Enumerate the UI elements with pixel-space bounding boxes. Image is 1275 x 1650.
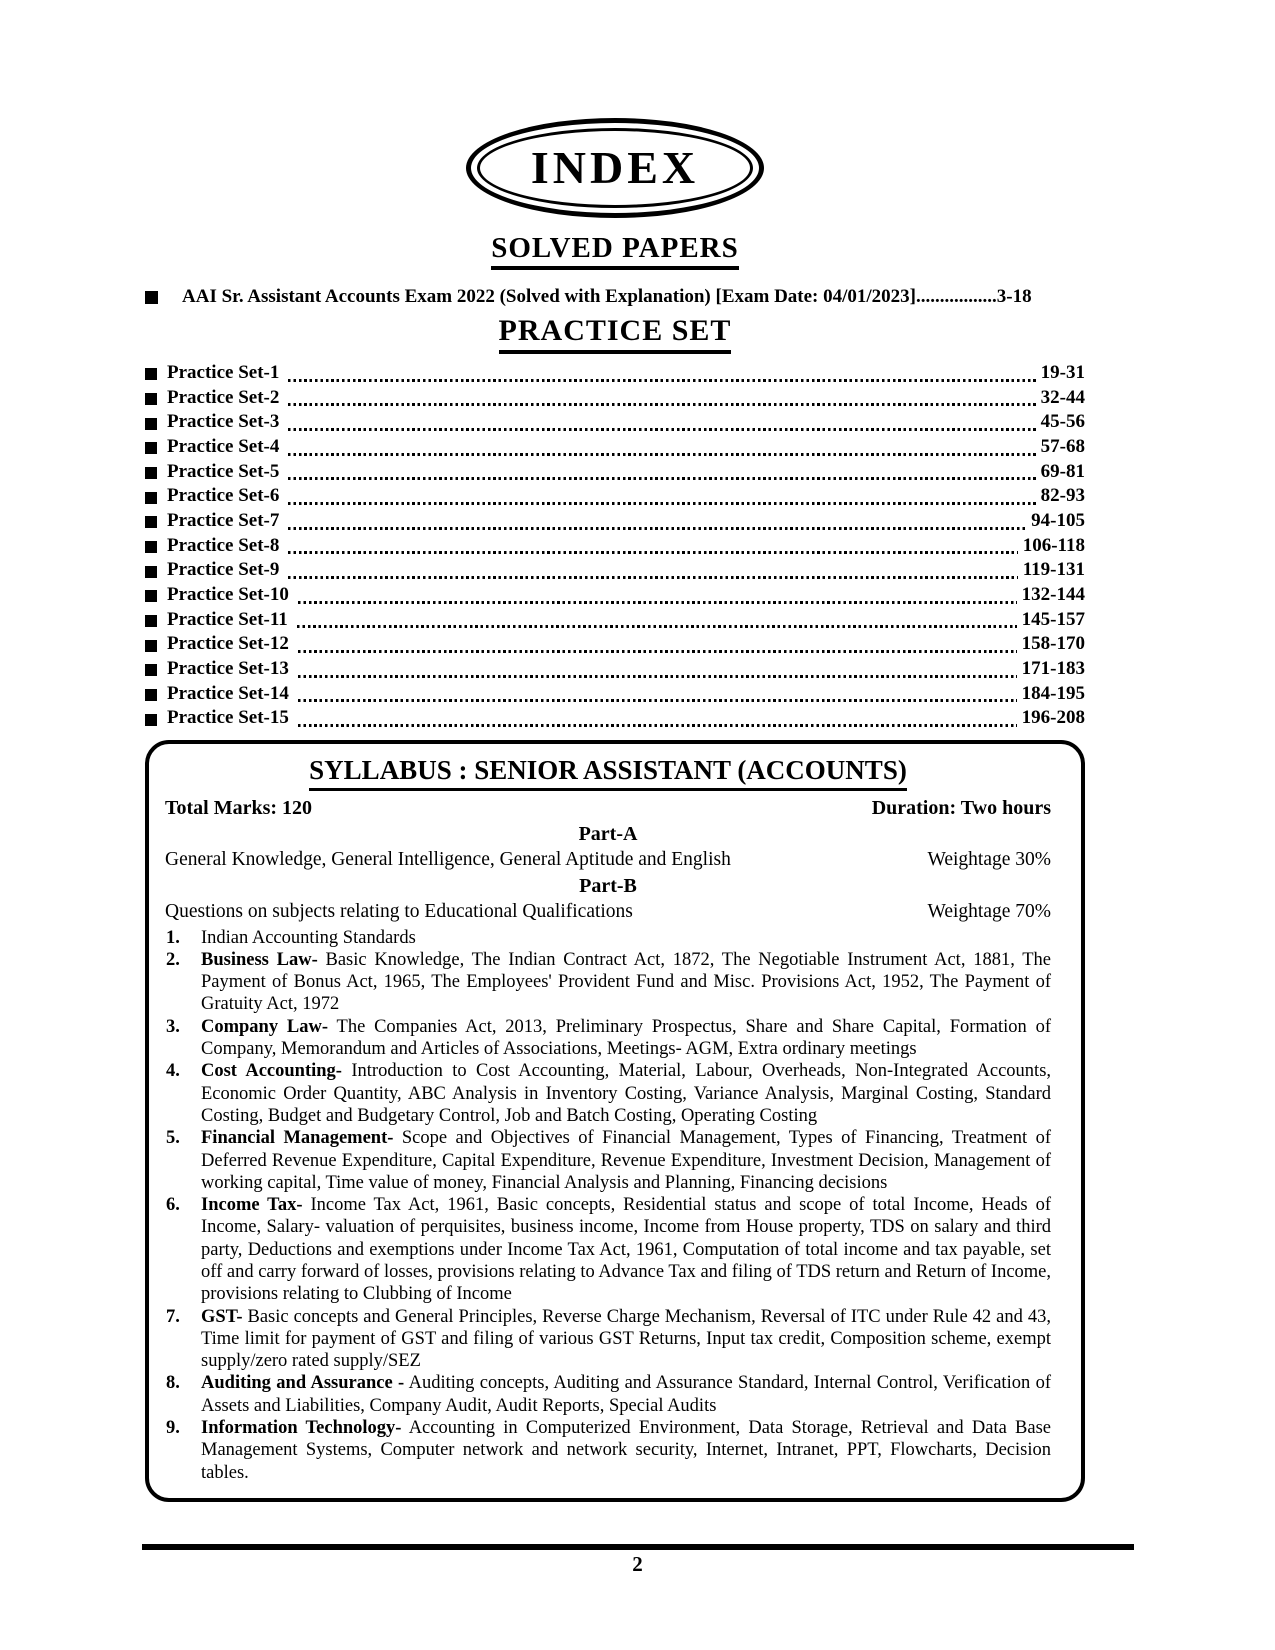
square-bullet-icon <box>145 714 157 726</box>
toc-item-pages: 158-170 <box>1021 633 1085 655</box>
index-oval-badge <box>466 118 764 218</box>
part-b-text: Questions on subjects relating to Educational Qualifications <box>165 900 633 922</box>
toc-item-label: Practice Set-3 <box>167 411 280 433</box>
topic-body: Basic Knowledge, The Indian Contract Act, 1872, The Negotiable Instrument Act, 1881, The Payment of Bonus Act, 1965, The Employees' Provident Fund and Misc. Provisions Act, 1952, The Payment of Gratuity Act, 1972 <box>201 949 1052 1015</box>
part-a-heading: Part-A <box>578 822 638 845</box>
toc-item-pages: 119-131 <box>1022 559 1085 581</box>
part-b-heading: Part-B <box>579 874 637 897</box>
square-bullet-icon <box>145 640 157 652</box>
toc-item <box>145 683 1085 708</box>
toc-item-pages: 196-208 <box>1021 707 1085 729</box>
syllabus-heading-text: SYLLABUS : SENIOR ASSISTANT (ACCOUNTS) <box>309 754 907 790</box>
topic-body: Income Tax Act, 1961, Basic concepts, Residential status and scope of total Income, Heads of Income, Salary- valuation of perquisites, business income, Income from House property, TDS on salary and third party, Deductions and exemptions under Income Tax Act, 1961, Computation of total income and tax payable, set off and carry forward of losses, provisions relating to Advance Tax and filing of TDS return and Return of Income, provisions relating to Clubbing of Income <box>201 1195 1052 1305</box>
toc-item-label: Practice Set-15 <box>167 707 289 729</box>
toc-item <box>145 436 1085 461</box>
toc-item <box>145 510 1085 535</box>
toc-item <box>145 362 1085 387</box>
syllabus-topics-list <box>165 927 1051 1484</box>
part-a-weightage: Weightage 30% <box>927 848 1051 870</box>
syllabus-topic <box>165 949 1051 1016</box>
dotted-leader <box>298 601 1017 604</box>
square-bullet-icon <box>145 492 157 504</box>
topic-title: GST- <box>201 1306 243 1327</box>
topic-body: Indian Accounting Standards <box>201 927 416 948</box>
syllabus-meta-row <box>165 795 1051 821</box>
toc-item <box>145 387 1085 412</box>
part-b-row <box>165 899 1051 925</box>
solved-papers-heading-text: SOLVED PAPERS <box>491 232 738 270</box>
toc-item <box>145 485 1085 510</box>
topic-title: Information Technology- <box>201 1418 402 1439</box>
toc-item-label: Practice Set-14 <box>167 682 289 704</box>
square-bullet-icon <box>145 467 157 479</box>
index-badge-text: INDEX <box>530 142 700 193</box>
square-bullet-icon <box>145 566 157 578</box>
toc-item-pages: 184-195 <box>1021 682 1085 704</box>
topic-title: Cost Accounting- <box>201 1061 342 1082</box>
dotted-leader <box>288 403 1035 406</box>
square-bullet-icon <box>145 516 157 528</box>
topic-number: 4. <box>166 1061 180 1082</box>
topic-number: 9. <box>166 1418 180 1439</box>
dotted-leader <box>288 428 1035 431</box>
square-bullet-icon <box>145 615 157 627</box>
syllabus-heading <box>165 754 1051 790</box>
square-bullet-icon <box>145 590 157 602</box>
toc-item <box>145 584 1085 609</box>
toc-item-pages: 82-93 <box>1040 485 1085 507</box>
syllabus-topic <box>165 927 1051 949</box>
toc-item <box>145 535 1085 560</box>
toc-item-label: Practice Set-7 <box>167 509 280 531</box>
toc-item-pages: 145-157 <box>1021 608 1085 630</box>
toc-item-label: Practice Set-8 <box>167 534 280 556</box>
topic-body: The Companies Act, 2013, Preliminary Prospectus, Share and Share Capital, Formation of Company, Memorandum and Articles of Associations, Meetings- AGM, Extra ordinary meetings <box>201 1016 1051 1060</box>
dotted-leader <box>298 699 1017 702</box>
toc-item <box>145 411 1085 436</box>
solved-papers-entry-leader: ................. <box>916 286 997 308</box>
topic-body: Auditing concepts, Auditing and Assurance Standard, Internal Control, Verification of Assets and Liabilities, Company Audit, Audit Reports, Special Audits <box>201 1373 1051 1416</box>
toc-item-label: Practice Set-11 <box>167 608 288 630</box>
toc-item-pages: 45-56 <box>1040 411 1085 433</box>
toc-item-label: Practice Set-4 <box>167 435 280 457</box>
footer-rule <box>142 1544 1134 1550</box>
topic-number: 5. <box>166 1128 180 1149</box>
solved-papers-heading <box>145 232 1085 270</box>
toc-item-label: Practice Set-12 <box>167 633 289 655</box>
toc-item-pages: 32-44 <box>1040 386 1085 408</box>
toc-item <box>145 633 1085 658</box>
topic-body: Accounting in Computerized Environment, Data Storage, Retrieval and Data Base Management Systems, Computer network and network security, Internet, Intranet, PPT, Flowcharts, Decision tables. <box>201 1418 1052 1483</box>
dotted-leader <box>288 527 1026 530</box>
topic-title: Income Tax- <box>201 1195 303 1216</box>
toc-item-label: Practice Set-10 <box>167 584 289 606</box>
toc-item-pages: 94-105 <box>1031 509 1085 531</box>
total-marks-label: Total Marks: 120 <box>165 796 313 819</box>
topic-number: 7. <box>166 1306 180 1327</box>
topic-title: Financial Management- <box>201 1128 394 1149</box>
dotted-leader <box>288 453 1035 456</box>
part-a-row <box>165 847 1051 873</box>
syllabus-topic <box>165 1417 1051 1484</box>
syllabus-topic <box>165 1194 1051 1305</box>
square-bullet-icon <box>145 689 157 701</box>
topic-title: Company Law- <box>201 1016 329 1037</box>
toc-item-label: Practice Set-9 <box>167 559 280 581</box>
toc-item-pages: 69-81 <box>1040 460 1085 482</box>
practice-set-heading-text: PRACTICE SET <box>499 314 732 354</box>
toc-item-label: Practice Set-6 <box>167 485 280 507</box>
dotted-leader <box>297 625 1017 628</box>
topic-number: 6. <box>166 1195 180 1216</box>
solved-papers-entry-pages: 3-18 <box>996 286 1032 308</box>
square-bullet-icon <box>145 664 157 676</box>
topic-number: 8. <box>166 1373 180 1394</box>
dotted-leader <box>298 724 1017 727</box>
syllabus-topic <box>165 1060 1051 1127</box>
topic-title: Business Law- <box>201 949 318 970</box>
toc-item <box>145 461 1085 486</box>
index-oval-inner-ring <box>477 128 753 208</box>
topic-number: 2. <box>166 949 180 970</box>
topic-body: Scope and Objectives of Financial Management, Types of Financing, Treatment of Deferred Revenue Expenditure, Capital Expenditure, Revenue Expenditure, Investment Decision, Management of working capital, Time value of money, Financial Analysis and Planning, Financing decisions <box>201 1128 1052 1193</box>
part-a-text: General Knowledge, General Intelligence, General Aptitude and English <box>165 848 731 870</box>
syllabus-topic <box>165 1306 1051 1373</box>
dotted-leader <box>288 379 1035 382</box>
toc-item-pages: 106-118 <box>1022 534 1085 556</box>
toc-item <box>145 658 1085 683</box>
topic-title: Auditing and Assurance - <box>201 1373 405 1394</box>
part-b-weightage: Weightage 70% <box>927 900 1051 922</box>
dotted-leader <box>288 576 1017 579</box>
toc-item-label: Practice Set-2 <box>167 386 280 408</box>
solved-papers-entry <box>145 286 1085 308</box>
toc-item-pages: 171-183 <box>1021 658 1085 680</box>
dotted-leader <box>288 551 1017 554</box>
solved-papers-entry-label: AAI Sr. Assistant Accounts Exam 2022 (Solved with Explanation) [Exam Date: 04/01/2023] <box>182 286 917 308</box>
syllabus-topic <box>165 1372 1051 1417</box>
syllabus-topic <box>165 1127 1051 1194</box>
square-bullet-icon <box>145 291 158 304</box>
toc-item <box>145 559 1085 584</box>
square-bullet-icon <box>145 368 157 380</box>
topic-body: Basic concepts and General Principles, Reverse Charge Mechanism, Reversal of ITC under Rule 42 and 43, Time limit for payment of GST and filing of various GST Returns, Input tax credit, Composition scheme, exempt supply/zero rated supply/SEZ <box>201 1306 1052 1372</box>
topic-number: 3. <box>166 1016 180 1037</box>
square-bullet-icon <box>145 393 157 405</box>
topic-body: Introduction to Cost Accounting, Material, Labour, Overheads, Non-Integrated Accounts, Economic Order Quantity, ABC Analysis in Inventory Costing, Variance Analysis, Marginal Costing, Standard Costing, Budget and Budgetary Control, Job and Batch Costing, Operating Costing <box>201 1061 1052 1126</box>
duration-label: Duration: Two hours <box>871 796 1051 819</box>
practice-set-heading <box>145 314 1085 354</box>
page-number: 2 <box>632 1552 643 1576</box>
square-bullet-icon <box>145 442 157 454</box>
toc-item-label: Practice Set-5 <box>167 460 280 482</box>
toc-item <box>145 707 1085 732</box>
toc-item-label: Practice Set-1 <box>167 361 280 383</box>
toc-item-pages: 132-144 <box>1021 584 1085 606</box>
square-bullet-icon <box>145 418 157 430</box>
dotted-leader <box>298 650 1017 653</box>
syllabus-topic <box>165 1016 1051 1061</box>
syllabus-box <box>145 740 1085 1502</box>
toc-item <box>145 609 1085 634</box>
dotted-leader <box>298 675 1017 678</box>
dotted-leader <box>288 477 1035 480</box>
toc-item-pages: 19-31 <box>1040 361 1085 383</box>
practice-set-list <box>145 362 1085 732</box>
topic-number: 1. <box>166 927 180 948</box>
toc-item-label: Practice Set-13 <box>167 658 289 680</box>
page-content <box>145 118 1085 1502</box>
square-bullet-icon <box>145 541 157 553</box>
toc-item-pages: 57-68 <box>1040 435 1085 457</box>
dotted-leader <box>288 502 1035 505</box>
